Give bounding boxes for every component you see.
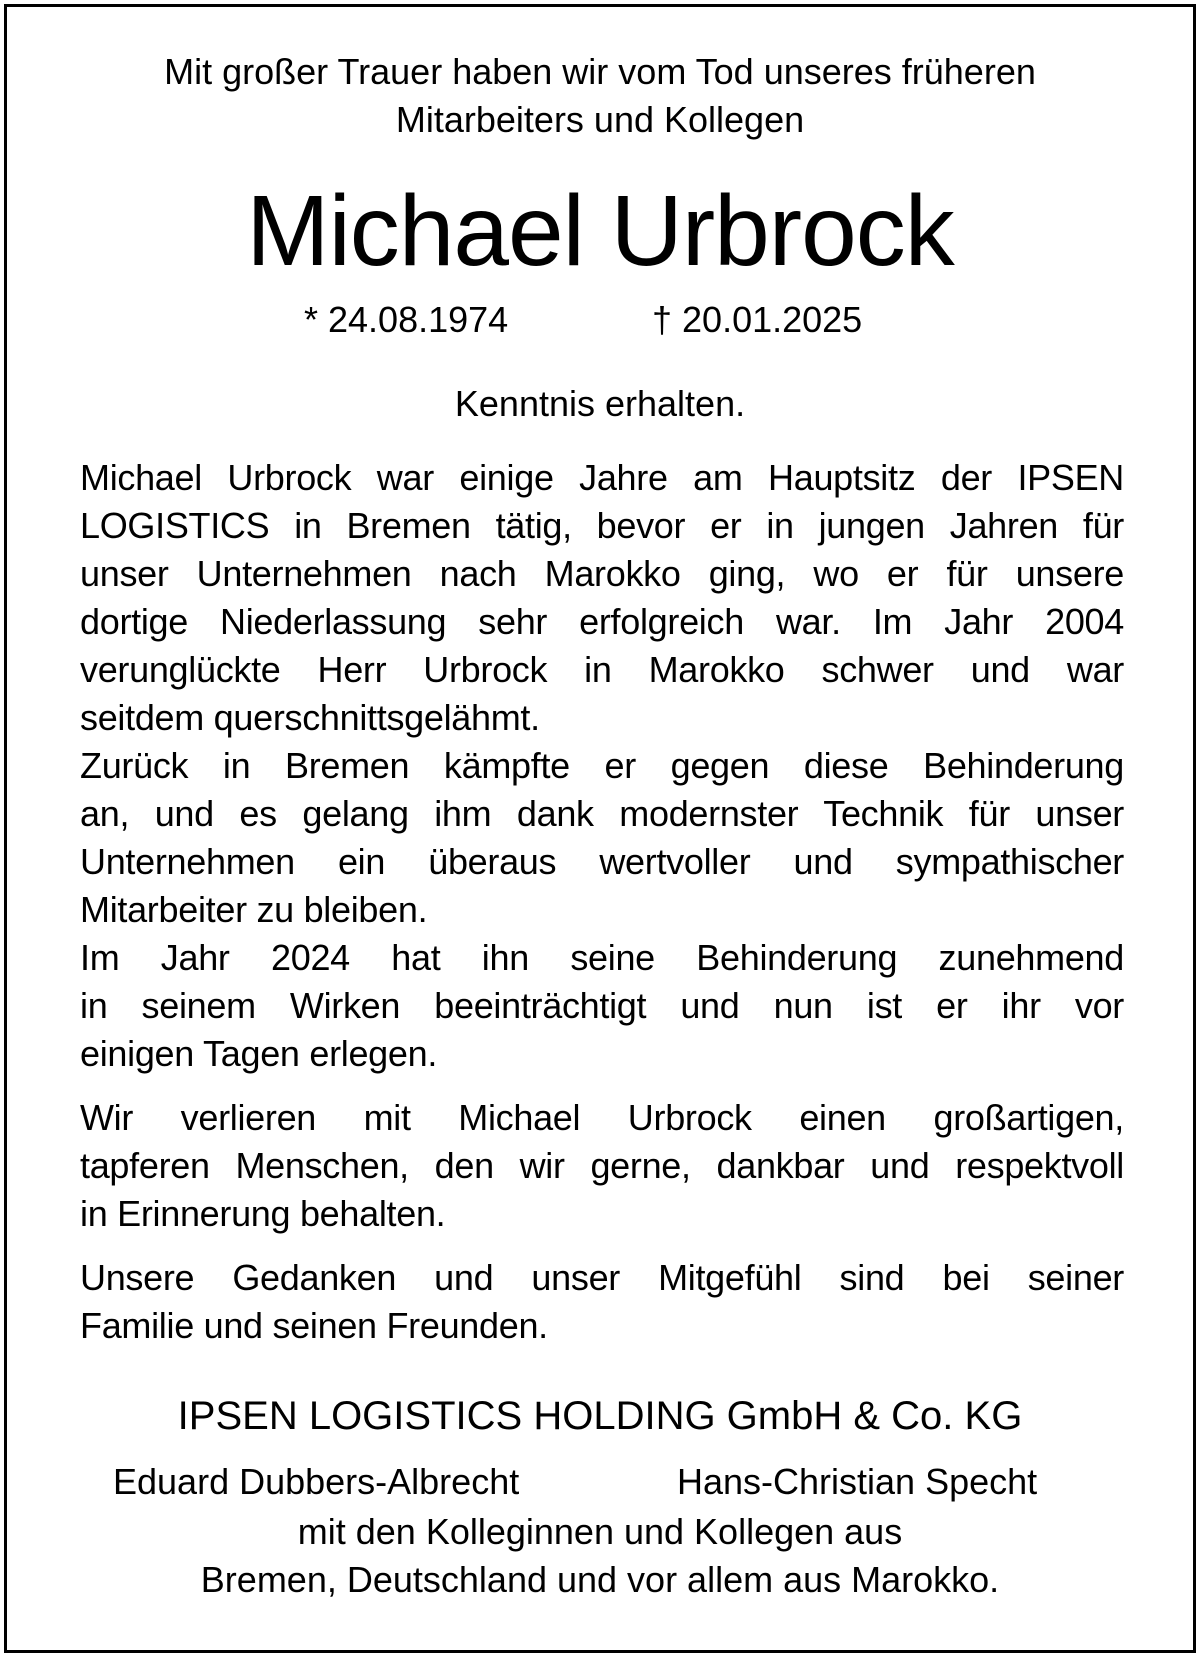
paragraph-tribute [80, 1094, 1124, 1238]
paragraph-line: LOGISTICS in Bremen tätig, bevor er in jungen Jahren für [80, 505, 1124, 546]
paragraph-line: Michael Urbrock war einige Jahre am Hauptsitz der IPSEN [80, 457, 1124, 498]
paragraph-decline [80, 934, 1124, 1078]
death-date: † 20.01.2025 [652, 299, 863, 340]
paragraph-line: Familie und seinen Freunden. [80, 1305, 548, 1346]
paragraph-line: dortige Niederlassung sehr erfolgreich war. Im Jahr 2004 [80, 601, 1124, 642]
paragraph-line: Zurück in Bremen kämpfte er gegen diese Behinderung [80, 745, 1124, 786]
paragraph-line: einigen Tagen erlegen. [80, 1033, 438, 1074]
paragraph-condolence [80, 1254, 1124, 1350]
paragraph-line: Unternehmen ein überaus wertvoller und sympathischer [80, 841, 1124, 882]
closing-line: mit den Kolleginnen und Kollegen aus [297, 1511, 903, 1552]
paragraph-line: an, und es gelang ihm dank modernster Technik für unser [80, 793, 1124, 834]
paragraph-line: Wir verlieren mit Michael Urbrock einen großartigen, [80, 1097, 1124, 1138]
paragraph-line: in seinem Wirken beeinträchtigt und nun ist er ihr vor [80, 985, 1124, 1026]
paragraph-line: Unsere Gedanken und unser Mitgefühl sind bei seiner [80, 1257, 1124, 1298]
signer-name: Eduard Dubbers-Albrecht [113, 1461, 520, 1502]
closing-text [0, 1508, 1200, 1604]
paragraph-line: unser Unternehmen nach Marokko ging, wo er für unsere [80, 553, 1124, 594]
paragraph-line: in Erinnerung behalten. [80, 1193, 446, 1234]
paragraph-line: Mitarbeiter zu bleiben. [80, 889, 428, 930]
closing-line: Bremen, Deutschland und vor allem aus Marokko. [200, 1559, 1000, 1600]
intro-text [0, 48, 1200, 144]
signer-name: Hans-Christian Specht [677, 1461, 1038, 1502]
company-name: IPSEN LOGISTICS HOLDING GmbH & Co. KG [177, 1394, 1023, 1438]
paragraph-career [80, 454, 1124, 742]
intro-line: Mit großer Trauer haben wir vom Tod unseres früheren [164, 51, 1036, 92]
paragraph-line: Im Jahr 2024 hat ihn seine Behinderung zunehmend [80, 937, 1124, 978]
intro-continuation: Kenntnis erhalten. [454, 383, 746, 424]
paragraph-line: seitdem querschnittsgelähmt. [80, 697, 540, 738]
paragraph-line: verunglückte Herr Urbrock in Marokko schwer und war [80, 649, 1124, 690]
paragraph-line: tapferen Menschen, den wir gerne, dankbar und respektvoll [80, 1145, 1124, 1186]
birth-date: * 24.08.1974 [304, 299, 509, 340]
intro-line: Mitarbeiters und Kollegen [395, 99, 805, 140]
paragraph-return [80, 742, 1124, 934]
deceased-name: Michael Urbrock [246, 175, 954, 287]
